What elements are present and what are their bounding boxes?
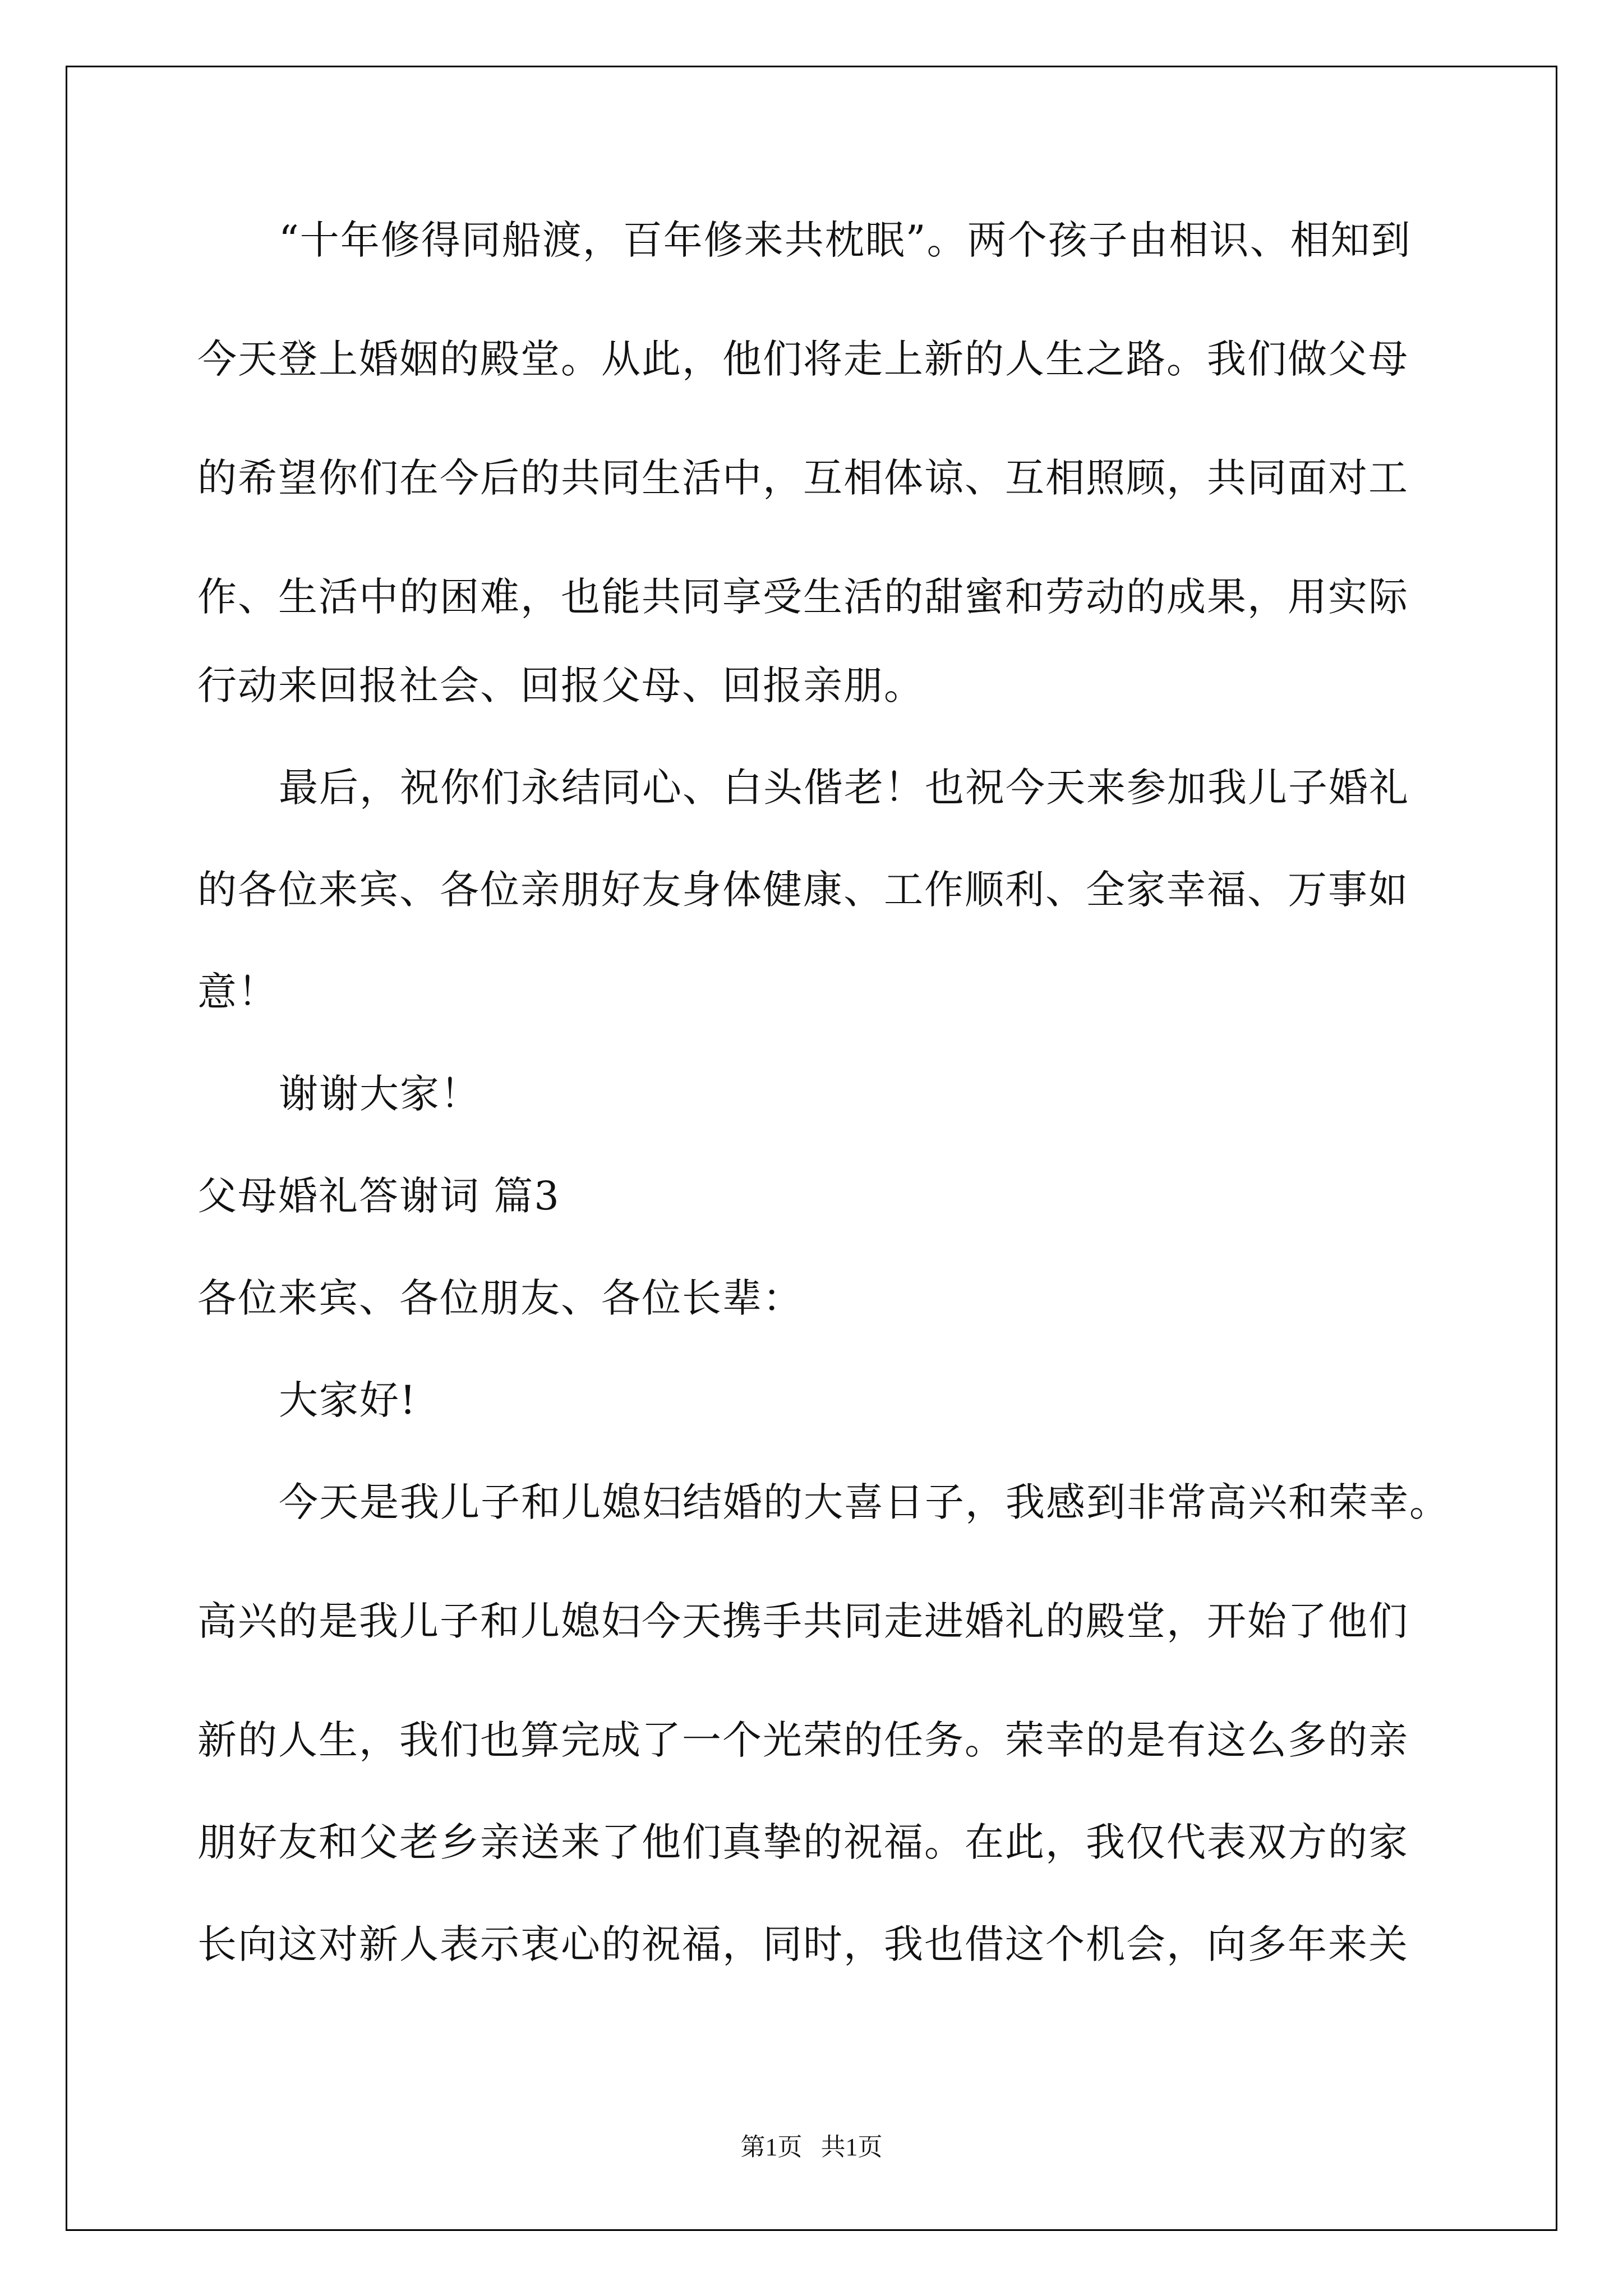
greeting: 大家好! <box>279 1377 417 1423</box>
text-line: “十年修得同船渡，百年修来共枕眠”。两个孩子由相识、相知到 <box>279 217 1412 263</box>
text-line: 新的人生，我们也算完成了一个光荣的任务。荣幸的是有这么多的亲 <box>197 1717 1409 1763</box>
text-line: 的各位来宾、各位亲朋好友身体健康、工作顺利、全家幸福、万事如 <box>197 867 1409 913</box>
text-line: 谢谢大家！ <box>279 1071 481 1117</box>
salutation: 各位来宾、各位朋友、各位长辈： <box>197 1275 803 1321</box>
text-line: 意！ <box>197 969 278 1015</box>
page-border <box>66 66 1557 2231</box>
text-line: 今天登上婚姻的殿堂。从此，他们将走上新的人生之路。我们做父母 <box>197 336 1409 382</box>
page-footer: 第1页 共1页 <box>740 2133 883 2161</box>
text-line: 今天是我儿子和儿媳妇结婚的大喜日子，我感到非常高兴和荣幸。 <box>279 1479 1450 1525</box>
text-line: 高兴的是我儿子和儿媳妇今天携手共同走进婚礼的殿堂，开始了他们 <box>197 1598 1409 1644</box>
text-line: 作、生活中的困难，也能共同享受生活的甜蜜和劳动的成果，用实际 <box>197 574 1409 620</box>
text-line: 长向这对新人表示衷心的祝福，同时，我也借这个机会，向多年来关 <box>197 1921 1409 1967</box>
section-heading: 父母婚礼答谢词 篇3 <box>197 1173 560 1219</box>
text-line: 朋好友和父老乡亲送来了他们真挚的祝福。在此，我仅代表双方的家 <box>197 1819 1409 1865</box>
text-line: 行动来回报社会、回报父母、回报亲朋。 <box>197 662 924 708</box>
text-line: 的希望你们在今后的共同生活中，互相体谅、互相照顾，共同面对工 <box>197 455 1409 501</box>
text-line: 最后，祝你们永结同心、白头偕老！也祝今天来参加我儿子婚礼 <box>279 765 1409 811</box>
